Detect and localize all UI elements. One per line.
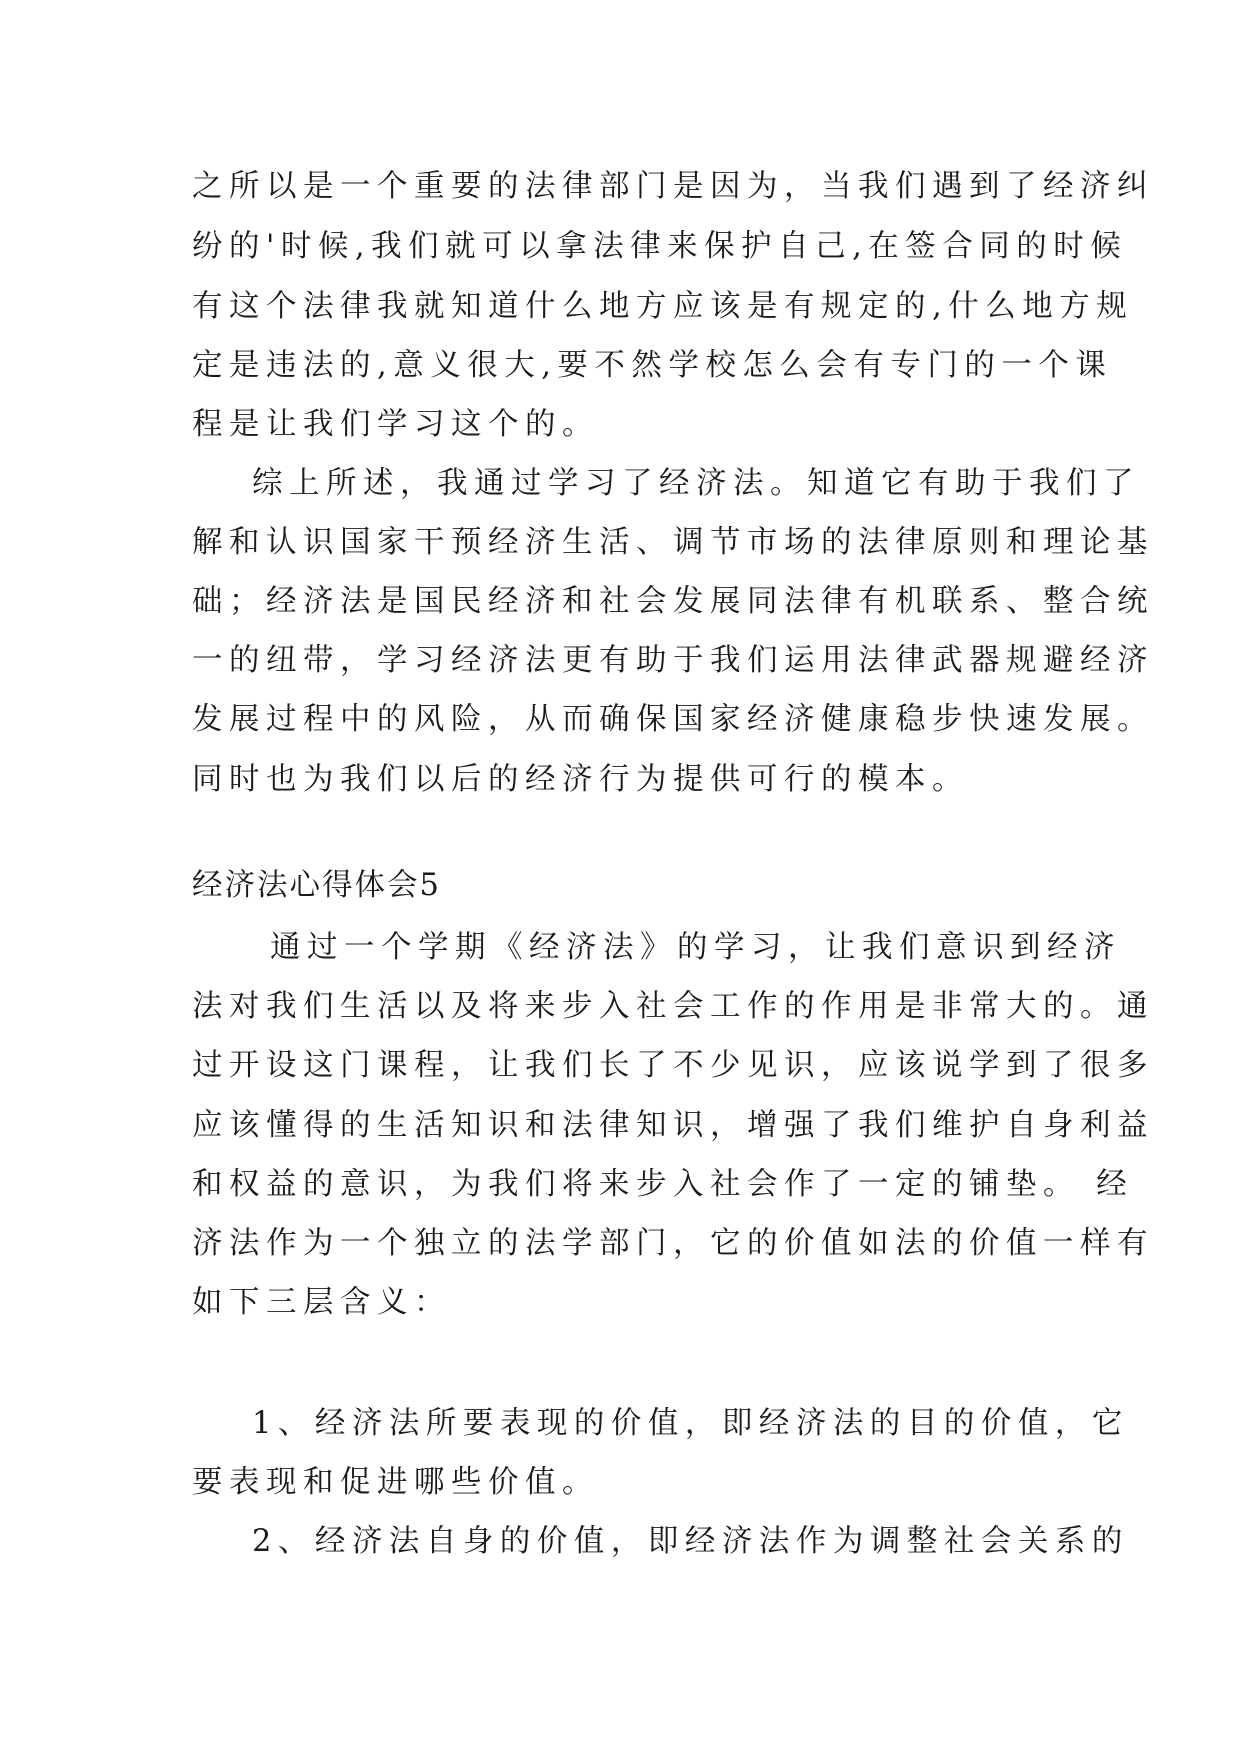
paragraph-line: 应该懂得的生活知识和法律知识，增强了我们维护自身利益 <box>192 1108 1154 1143</box>
list-item-line: 1、经济法所要表现的价值，即经济法的目的价值，它 <box>252 1406 1129 1441</box>
paragraph-line: 定是违法的,意义很大,要不然学校怎么会有专门的一个课 <box>192 348 1113 383</box>
paragraph-line: 如下三层含义： <box>192 1285 451 1320</box>
paragraph-line: 础；经济法是国民经济和社会发展同法律有机联系、整合统 <box>192 584 1154 619</box>
paragraph-line: 纷的'时候,我们就可以拿法律来保护自己,在签合同的时候 <box>192 229 1128 264</box>
list-item-line: 2、经济法自身的价值，即经济法作为调整社会关系的 <box>252 1524 1129 1559</box>
paragraph-line: 发展过程中的风险，从而确保国家经济健康稳步快速发展。 <box>192 702 1154 737</box>
paragraph-line: 有这个法律我就知道什么地方应该是有规定的,什么地方规 <box>192 289 1134 324</box>
paragraph-line: 程是让我们学习这个的。 <box>192 407 599 442</box>
paragraph-line: 过开设这门课程，让我们长了不少见识，应该说学到了很多 <box>192 1048 1154 1083</box>
paragraph-line: 济法作为一个独立的法学部门，它的价值如法的价值一样有 <box>192 1226 1154 1261</box>
section-heading: 经济法心得体会5 <box>192 868 441 903</box>
paragraph-line: 综上所述，我通过学习了经济法。知道它有助于我们了 <box>252 466 1140 501</box>
paragraph-line: 和权益的意识，为我们将来步入社会作了一定的铺垫。 经 <box>192 1167 1134 1202</box>
paragraph-line: 同时也为我们以后的经济行为提供可行的模本。 <box>192 762 969 797</box>
paragraph-line: 法对我们生活以及将来步入社会工作的作用是非常大的。通 <box>192 989 1154 1024</box>
list-item-line: 要表现和促进哪些价值。 <box>192 1465 599 1500</box>
paragraph-line: 通过一个学期《经济法》的学习，让我们意识到经济 <box>270 930 1121 965</box>
paragraph-line: 解和认识国家干预经济生活、调节市场的法律原则和理论基 <box>192 525 1154 560</box>
paragraph-line: 一的纽带，学习经济法更有助于我们运用法律武器规避经济 <box>192 643 1154 678</box>
paragraph-line: 之所以是一个重要的法律部门是因为，当我们遇到了经济纠 <box>192 169 1154 204</box>
